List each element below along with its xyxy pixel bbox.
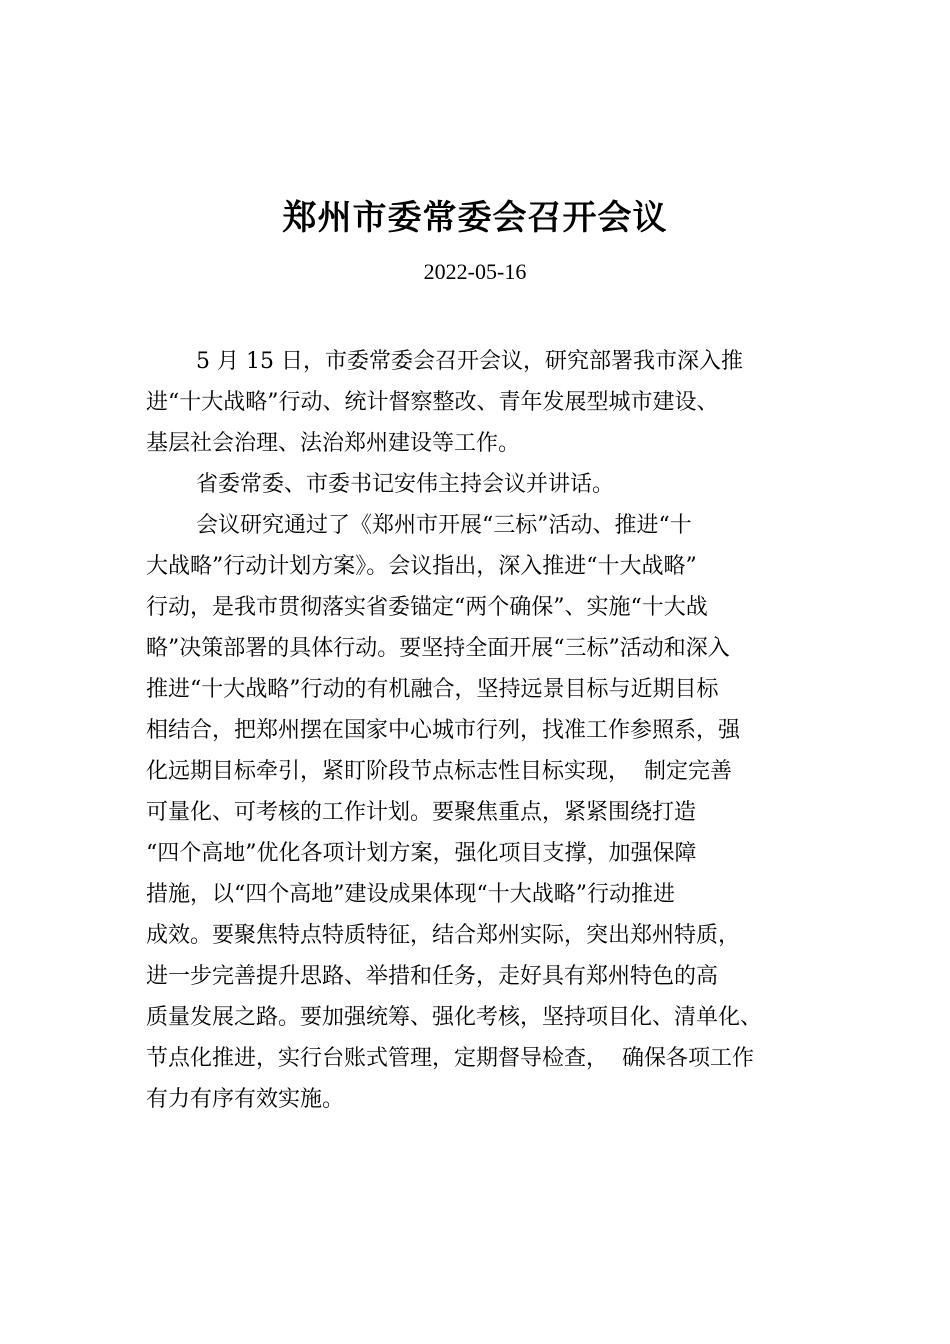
body-line: 基层社会治理、法治郑州建设等工作。 bbox=[146, 431, 521, 456]
body-line: 可量化、可考核的工作计划。要聚焦重点，紧紧围绕打造 bbox=[146, 800, 697, 825]
body-line: 略”决策部署的具体行动。要坚持全面开展“三标”活动和深入 bbox=[146, 636, 730, 661]
body-line: “四个高地”优化各项计划方案，强化项目支撑，加强保障 bbox=[146, 841, 697, 866]
body-line: 会议研究通过了《郑州市开展“三标”活动、推进“十 bbox=[196, 513, 692, 538]
body-line: 大战略”行动计划方案》。会议指出，深入推进“十大战略” bbox=[146, 554, 697, 579]
body-line: 行动，是我市贯彻落实省委锚定“两个确保”、实施“十大战 bbox=[146, 595, 708, 620]
body-line: 相结合，把郑州摆在国家中心城市行列，找准工作参照系，强 bbox=[146, 718, 741, 743]
body-line: 省委常委、市委书记安伟主持会议并讲话。 bbox=[196, 472, 615, 497]
body-line: 节点化推进，实行台账式管理，定期督导检查， 确保各项工作 bbox=[146, 1046, 754, 1071]
body-line: 推进“十大战略”行动的有机融合，坚持远景目标与近期目标 bbox=[146, 677, 719, 702]
body-line: 5 月 15 日，市委常委会召开会议，研究部署我市深入推 bbox=[196, 349, 743, 374]
body-line: 成效。要聚焦特点特质特征，结合郑州实际，突出郑州特质， bbox=[146, 923, 741, 948]
body-line: 进一步完善提升思路、举措和任务，走好具有郑州特色的高 bbox=[146, 964, 719, 989]
body-line: 措施，以“四个高地”建设成果体现“十大战略”行动推进 bbox=[146, 882, 675, 907]
body-line: 进“十大战略”行动、统计督察整改、青年发展型城市建设、 bbox=[146, 390, 719, 415]
body-line: 质量发展之路。要加强统筹、强化考核，坚持项目化、清单化、 bbox=[146, 1005, 763, 1030]
document-date: 2022-05-16 bbox=[423, 259, 527, 284]
body-line: 有力有序有效实施。 bbox=[146, 1087, 345, 1112]
document-title: 郑州市委常委会召开会议 bbox=[282, 198, 668, 238]
body-line: 化远期目标牵引，紧盯阶段节点标志性目标实现， 制定完善 bbox=[146, 759, 732, 784]
document-body bbox=[146, 341, 846, 1120]
